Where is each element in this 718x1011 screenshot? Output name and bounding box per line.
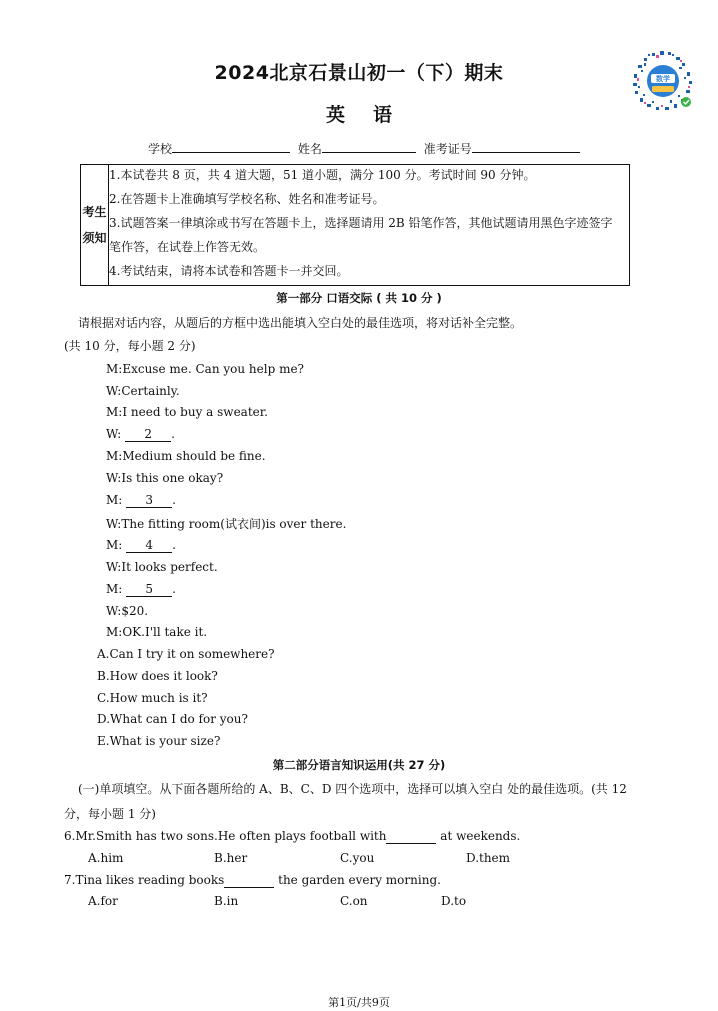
question-text: the garden every morning. [274,873,441,887]
school-field[interactable] [172,140,290,153]
choice-option: B.her [214,851,248,865]
qr-code-icon [632,50,694,112]
notice-heading-line-1: 考生 [82,205,107,219]
exam-notice-box [80,164,630,286]
notice-line: 4.考试结束，请将本试卷和答题卡一并交回。 [109,264,349,278]
part1-title: 第一部分 口语交际 ( 共 10 分 ) [276,291,442,305]
choice-option: D.to [441,894,467,908]
choice-option: C.on [340,894,368,908]
notice-line: 1.本试卷共 8 页，共 4 道大题，51 道小题，满分 100 分。考试时间 90 分钟。 [109,168,536,182]
choice-option: A.for [88,894,118,908]
dialogue-option: A.Can I try it on somewhere? [97,647,275,661]
dialogue-line [106,582,176,597]
dialogue-option: E.What is your size? [97,734,221,748]
dialogue-line: M:I need to buy a sweater. [106,405,268,419]
part1-instruction: 请根据对话内容，从题后的方框中选出能填入空白处的最佳选项，将对话补全完整。 [78,316,523,330]
speaker-label: W: [106,427,126,441]
speaker-label: M: [106,582,127,596]
dialogue-option: C.How much is it? [97,691,208,705]
page-number: 第1页/共9页 [328,996,390,1009]
name-label: 姓名 [297,142,322,156]
exam-subject: 英语 [325,104,420,126]
notice-heading-line-2: 须知 [82,231,107,245]
question-text: at weekends. [436,829,521,843]
punctuation: . [172,538,176,552]
part1-points: (共 10 分，每小题 2 分) [64,339,196,353]
punctuation: . [172,493,176,507]
name-field[interactable] [322,140,416,153]
dialogue-option: D.What can I do for you? [97,712,248,726]
school-label: 学校 [148,142,173,156]
dialogue-line: M:OK.I'll take it. [106,625,208,639]
answer-blank[interactable] [224,873,274,888]
dialogue-line: W:It looks perfect. [106,560,218,574]
exam-title: 2024北京石景山初一（下）期末 [214,62,504,84]
choice-option: A.him [88,851,124,865]
answer-blank[interactable] [386,829,436,844]
notice-line: 笔作答，在试卷上作答无效。 [109,240,266,254]
choice-option: B.in [214,894,239,908]
question-text: 7.Tina likes reading books [64,873,225,887]
question-stem [64,873,441,888]
choice-option: D.them [466,851,511,865]
dialogue-line: M:Excuse me. Can you help me? [106,362,304,376]
notice-line: 3.试题答案一律填涂或书写在答题卡上，选择题请用 2B 铅笔作答，其他试题请用黑色字迹签字 [109,216,613,230]
dialogue-line [106,538,176,553]
notice-line: 2.在答题卡上准确填写学校名称、姓名和准考证号。 [109,192,385,206]
notice-heading [81,165,109,285]
answer-blank[interactable]: 5 [126,582,172,597]
dialogue-line: W:Certainly. [106,384,180,398]
dialogue-line: W:The fitting room(试衣间)is over there. [106,517,347,531]
student-info-line [148,140,580,157]
part2-title: 第二部分语言知识运用(共 27 分) [272,758,446,772]
punctuation: . [171,427,175,441]
id-label: 准考证号 [423,142,472,156]
choice-option: C.you [340,851,375,865]
speaker-label: M: [106,538,127,552]
id-field[interactable] [472,140,580,153]
question-text: 6.Mr.Smith has two sons.He often plays football with [64,829,387,843]
answer-blank[interactable]: 2 [125,427,171,442]
punctuation: . [172,582,176,596]
answer-blank[interactable]: 4 [126,538,172,553]
dialogue-option: B.How does it look? [97,669,218,683]
qr-badge-text: 数学 [656,75,670,83]
dialogue-line: W:$20. [106,604,149,618]
dialogue-line [106,493,176,508]
speaker-label: M: [106,493,127,507]
dialogue-line [106,427,175,442]
part2-instruction: (一)单项填空。从下面各题所给的 A、B、C、D 四个选项中，选择可以填入空白 处的最佳选项。(共 12 [78,782,627,796]
dialogue-line: W:Is this one okay? [106,471,224,485]
question-stem [64,829,520,844]
part2-instruction-continued: 分，每小题 1 分) [64,807,156,821]
answer-blank[interactable]: 3 [126,493,172,508]
dialogue-line: M:Medium should be fine. [106,449,266,463]
